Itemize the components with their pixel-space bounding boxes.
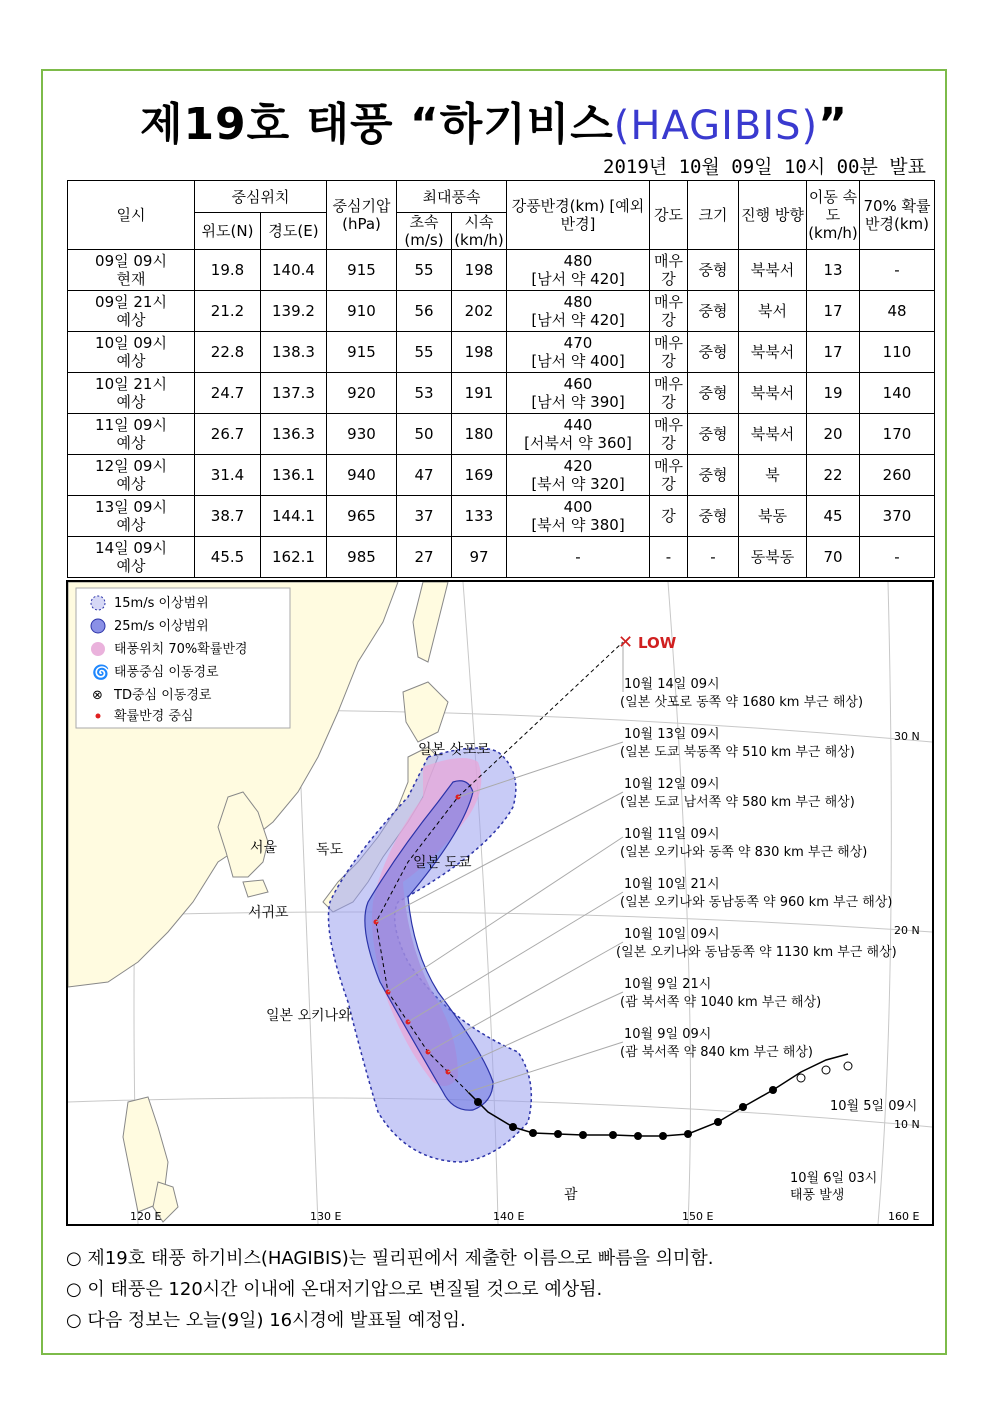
cell-prob: -: [860, 250, 935, 291]
cell-radius: 470 [남서 약 400]: [507, 332, 650, 373]
cell-speed: 17: [807, 332, 860, 373]
cell-direction: 북: [739, 455, 807, 496]
cell-pressure: 930: [327, 414, 397, 455]
cell-intensity: 매우 강: [650, 291, 688, 332]
cell-wind-ms: 53: [397, 373, 452, 414]
fc-label-date: 10월 9일 21시: [624, 977, 712, 992]
lat-label: 10 N: [894, 1118, 920, 1131]
fc-label-desc: (일본 삿포로 동쪽 약 1680 km 부근 해상): [620, 695, 864, 710]
cell-pressure: 915: [327, 332, 397, 373]
past-label-genesis-time: 10월 6일 03시: [790, 1171, 878, 1186]
cell-wind-ms: 55: [397, 250, 452, 291]
cell-lon: 137.3: [261, 373, 327, 414]
low-marker-icon: ✕: [618, 632, 634, 653]
cell-pressure: 965: [327, 496, 397, 537]
header-lon: 경도(E): [261, 213, 327, 250]
cell-lon: 138.3: [261, 332, 327, 373]
cell-lat: 24.7: [195, 373, 261, 414]
notes: [66, 1243, 714, 1336]
cell-lat: 45.5: [195, 537, 261, 578]
cell-intensity: 강: [650, 496, 688, 537]
cell-wind-ms: 37: [397, 496, 452, 537]
cell-wind-ms: 47: [397, 455, 452, 496]
cell-wind-ms: 56: [397, 291, 452, 332]
cell-radius: 440 [서북서 약 360]: [507, 414, 650, 455]
cell-direction: 북동: [739, 496, 807, 537]
cell-lon: 136.3: [261, 414, 327, 455]
cell-intensity: 매우 강: [650, 332, 688, 373]
cell-intensity: 매우 강: [650, 414, 688, 455]
lat-label: 30 N: [894, 730, 920, 743]
track-map: [66, 580, 934, 1226]
legend-item: 확률반경 중심: [114, 709, 194, 724]
cell-datetime: 09일 21시 예상: [68, 291, 195, 332]
cell-size: 중형: [688, 373, 739, 414]
legend-item: 15m/s 이상범위: [114, 596, 209, 611]
cell-lat: 21.2: [195, 291, 261, 332]
cell-wind-kmh: 191: [452, 373, 507, 414]
cell-pressure: 915: [327, 250, 397, 291]
fc-label-desc: (일본 오키나와 동쪽 약 830 km 부근 해상): [620, 845, 868, 860]
cell-radius: 400 [북서 약 380]: [507, 496, 650, 537]
cell-wind-kmh: 198: [452, 250, 507, 291]
cell-direction: 북북서: [739, 373, 807, 414]
cell-lon: 162.1: [261, 537, 327, 578]
fc-label-date: 10월 11일 09시: [624, 827, 720, 842]
cell-lat: 22.8: [195, 332, 261, 373]
legend-item: 25m/s 이상범위: [114, 619, 209, 634]
fc-label-date: 10월 12일 09시: [624, 777, 720, 792]
header-wind-kmh: 시속 (km/h): [452, 213, 507, 250]
cell-wind-kmh: 133: [452, 496, 507, 537]
header-prob-radius: 70% 확률 반경(km): [860, 181, 935, 250]
lon-label: 120 E: [130, 1210, 162, 1223]
cell-intensity: -: [650, 537, 688, 578]
cell-size: 중형: [688, 496, 739, 537]
header-pressure: 중심기압 (hPa): [327, 181, 397, 250]
cell-radius: 460 [남서 약 390]: [507, 373, 650, 414]
cell-size: 중형: [688, 414, 739, 455]
table-row: [68, 414, 935, 455]
header-intensity: 강도: [650, 181, 688, 250]
table-row: [68, 537, 935, 578]
cell-radius: 480 [남서 약 420]: [507, 291, 650, 332]
note-item: ○ 다음 정보는 오늘(9일) 16시경에 발표될 예정임.: [66, 1310, 466, 1331]
cell-lat: 38.7: [195, 496, 261, 537]
cell-speed: 19: [807, 373, 860, 414]
city-tokyo: 일본 도쿄: [413, 855, 472, 871]
cell-prob: 260: [860, 455, 935, 496]
legend-prob-icon: [91, 642, 105, 656]
legend-center-icon: [96, 714, 101, 719]
cell-intensity: 매우 강: [650, 373, 688, 414]
fc-label-desc: (일본 도쿄 남서쪽 약 580 km 부근 해상): [620, 795, 855, 810]
cell-size: 중형: [688, 332, 739, 373]
cell-direction: 북북서: [739, 250, 807, 291]
forecast-table: [67, 180, 935, 578]
cell-lat: 19.8: [195, 250, 261, 291]
cell-speed: 17: [807, 291, 860, 332]
header-lat: 위도(N): [195, 213, 261, 250]
cell-wind-ms: 27: [397, 537, 452, 578]
fc-label-desc: (괌 북서쪽 약 840 km 부근 해상): [620, 1045, 813, 1060]
cell-datetime: 10일 21시 예상: [68, 373, 195, 414]
map-svg: [68, 582, 932, 1224]
fc-label-date: 10월 9일 09시: [624, 1027, 712, 1042]
cell-datetime: 11일 09시 예상: [68, 414, 195, 455]
cell-lon: 139.2: [261, 291, 327, 332]
fc-label-desc: (일본 오키나와 동남동쪽 약 1130 km 부근 해상): [616, 945, 897, 960]
fc-label-date: 10월 10일 09시: [624, 927, 720, 942]
legend-25ms-icon: [91, 619, 105, 633]
cell-direction: 동북동: [739, 537, 807, 578]
lon-label: 150 E: [682, 1210, 714, 1223]
city-seogwipo: 서귀포: [248, 905, 289, 921]
cell-direction: 북북서: [739, 332, 807, 373]
header-wind-ms: 초속 (m/s): [397, 213, 452, 250]
fc-label-date: 10월 10일 21시: [624, 877, 720, 892]
cell-wind-kmh: 198: [452, 332, 507, 373]
cell-datetime: 10일 09시 예상: [68, 332, 195, 373]
past-label-genesis: 태풍 발생: [790, 1188, 845, 1203]
cell-speed: 13: [807, 250, 860, 291]
cell-radius: -: [507, 537, 650, 578]
fc-label-desc: (괌 북서쪽 약 1040 km 부근 해상): [620, 995, 822, 1010]
cell-pressure: 985: [327, 537, 397, 578]
cell-speed: 70: [807, 537, 860, 578]
table-row: [68, 291, 935, 332]
fc-label-desc: (일본 오키나와 동남동쪽 약 960 km 부근 해상): [620, 895, 893, 910]
header-size: 크기: [688, 181, 739, 250]
issue-time: 2019년 10월 09일 10시 00분 발표: [603, 156, 926, 178]
city-okinawa: 일본 오키나와: [266, 1008, 352, 1024]
cell-datetime: 14일 09시 예상: [68, 537, 195, 578]
legend-td-icon: ⊗: [92, 688, 103, 703]
cell-size: 중형: [688, 455, 739, 496]
cell-datetime: 12일 09시 예상: [68, 455, 195, 496]
cell-direction: 북북서: [739, 414, 807, 455]
cell-lon: 140.4: [261, 250, 327, 291]
header-speed: 이동 속도 (km/h): [807, 181, 860, 250]
city-seoul: 서울: [250, 840, 278, 856]
low-label: LOW: [638, 634, 677, 652]
note-item: ○ 제19호 태풍 하기비스(HAGIBIS)는 필리핀에서 제출한 이름으로 빠름을 의미함.: [66, 1248, 714, 1269]
page-title: 제19호 태풍 “하기비스(HAGIBIS)”: [139, 99, 849, 150]
cell-wind-ms: 55: [397, 332, 452, 373]
cell-datetime: 09일 09시 현재: [68, 250, 195, 291]
cell-pressure: 940: [327, 455, 397, 496]
past-label-start: 10월 5일 09시: [830, 1099, 918, 1114]
legend-item: 태풍위치 70%확률반경: [114, 642, 248, 657]
cell-size: 중형: [688, 250, 739, 291]
cell-size: 중형: [688, 291, 739, 332]
header-direction: 진행 방향: [739, 181, 807, 250]
cell-radius: 420 [북서 약 320]: [507, 455, 650, 496]
cell-lon: 144.1: [261, 496, 327, 537]
fc-label-date: 10월 14일 09시: [624, 677, 720, 692]
header-max-wind: 최대풍속: [397, 181, 507, 213]
header-center-position: 중심위치: [195, 181, 327, 213]
cell-direction: 북서: [739, 291, 807, 332]
table-row: [68, 455, 935, 496]
cell-intensity: 매우 강: [650, 250, 688, 291]
cell-prob: 110: [860, 332, 935, 373]
cell-wind-kmh: 169: [452, 455, 507, 496]
header-gale-radius: 강풍반경(km) [예외반경]: [507, 181, 650, 250]
city-guam: 괌: [564, 1187, 578, 1203]
cell-prob: 170: [860, 414, 935, 455]
cell-lat: 26.7: [195, 414, 261, 455]
cell-datetime: 13일 09시 예상: [68, 496, 195, 537]
city-sapporo: 일본 삿포로: [418, 742, 491, 758]
header-datetime: 일시: [68, 181, 195, 250]
table-row: [68, 250, 935, 291]
cell-lon: 136.1: [261, 455, 327, 496]
legend-item: 태풍중심 이동경로: [114, 665, 219, 680]
cell-prob: -: [860, 537, 935, 578]
cell-wind-kmh: 180: [452, 414, 507, 455]
cell-lat: 31.4: [195, 455, 261, 496]
lon-label: 130 E: [310, 1210, 342, 1223]
cell-speed: 20: [807, 414, 860, 455]
note-item: ○ 이 태풍은 120시간 이내에 온대저기압으로 변질될 것으로 예상됨.: [66, 1279, 603, 1300]
table-row: [68, 373, 935, 414]
city-dokdo: 독도: [316, 842, 344, 858]
cell-wind-kmh: 97: [452, 537, 507, 578]
cell-radius: 480 [남서 약 420]: [507, 250, 650, 291]
cell-pressure: 920: [327, 373, 397, 414]
fc-label-date: 10월 13일 09시: [624, 727, 720, 742]
legend-15ms-icon: [91, 596, 105, 610]
cell-prob: 48: [860, 291, 935, 332]
legend-item: TD중심 이동경로: [114, 688, 212, 703]
fc-label-desc: (일본 도쿄 북동쪽 약 510 km 부근 해상): [620, 745, 855, 760]
cell-size: -: [688, 537, 739, 578]
table-row: [68, 496, 935, 537]
table-row: [68, 332, 935, 373]
lat-label: 20 N: [894, 924, 920, 937]
cell-speed: 45: [807, 496, 860, 537]
cell-wind-kmh: 202: [452, 291, 507, 332]
map-legend: [76, 588, 290, 728]
cell-prob: 140: [860, 373, 935, 414]
lon-label: 160 E: [888, 1210, 920, 1223]
cell-prob: 370: [860, 496, 935, 537]
legend-typhoon-icon: 🌀: [92, 665, 110, 681]
lon-label: 140 E: [493, 1210, 525, 1223]
cell-intensity: 매우 강: [650, 455, 688, 496]
cell-wind-ms: 50: [397, 414, 452, 455]
cell-pressure: 910: [327, 291, 397, 332]
cell-speed: 22: [807, 455, 860, 496]
